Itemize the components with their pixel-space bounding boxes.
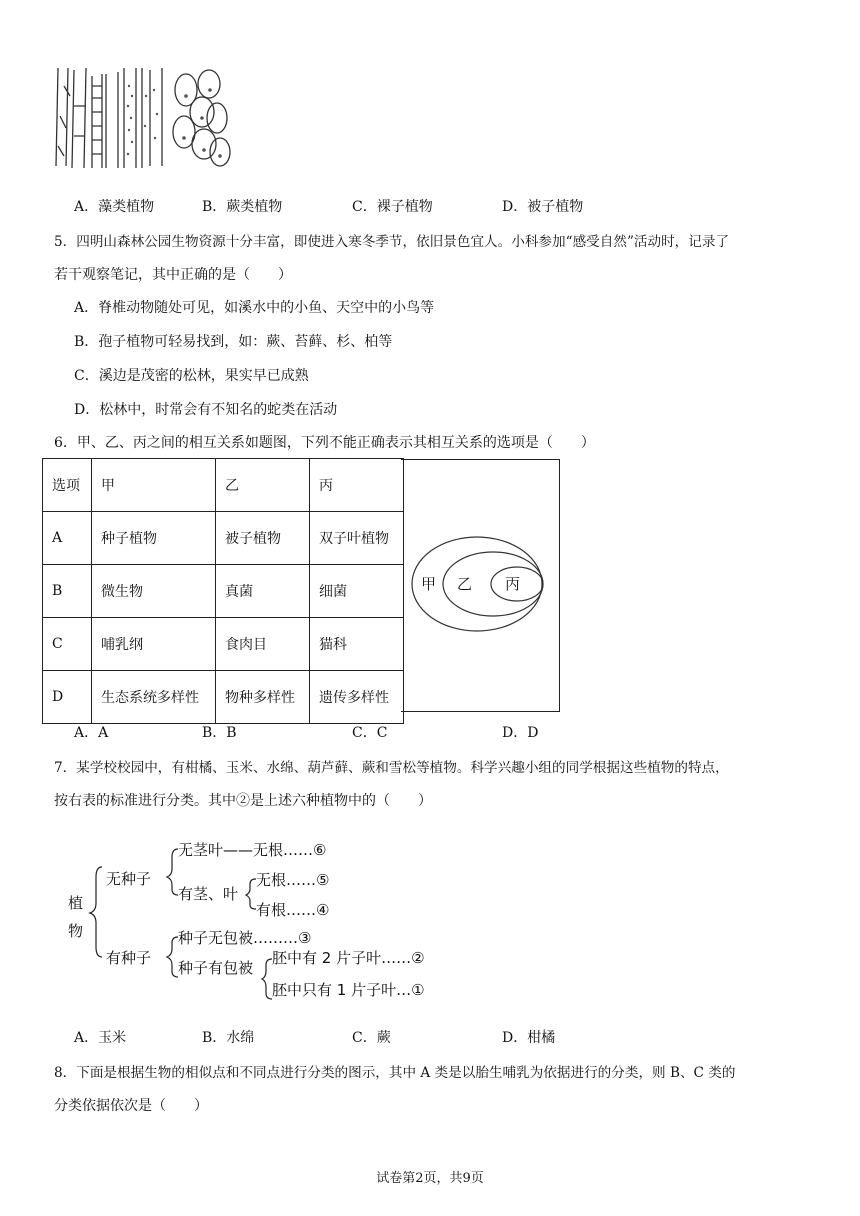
table-cell: C (43, 618, 92, 671)
table-cell: A (43, 512, 92, 565)
plant-cell-drawings (52, 66, 232, 172)
table-cell: B (43, 565, 92, 618)
q6-option-a: A．A (74, 725, 109, 741)
q5-option-d: D．松林中，时常会有不知名的蛇类在活动 (74, 402, 338, 418)
tree-seed-bare: 种子无包被………③ (178, 929, 312, 947)
table-cell: D (43, 671, 92, 724)
header-cell-option: 选项 (43, 459, 92, 512)
q6-option-d: D．D (502, 725, 539, 741)
q5-stem-line1: 5．四明山森林公园生物资源十分丰富，即使进入寒冬季节，依旧景色宜人。小科参加“感受自然”活动时，记录了 (54, 234, 730, 250)
table-cell: 生态系统多样性 (92, 671, 216, 724)
header-cell-jia: 甲 (92, 459, 216, 512)
q7-option-c: C．蕨 (352, 1030, 391, 1046)
q8-stem-line1: 8．下面是根据生物的相似点和不同点进行分类的图示，其中 A 类是以胎生哺乳为依据进行的分类，则 B、C 类的 (54, 1065, 736, 1081)
classification-tree (60, 835, 440, 1005)
q7-stem-line2: 按右表的标准进行分类。其中②是上述六种植物中的（ ） (54, 793, 432, 809)
table-cell: 种子植物 (92, 512, 216, 565)
tree-has-stem-leaf: 有茎、叶 (178, 885, 239, 903)
q5-option-c: C．溪边是茂密的松林，果实早已成熟 (74, 368, 309, 384)
venn-label-jia: 甲 (421, 575, 437, 593)
table-row (43, 512, 404, 565)
q7-option-a: A．玉米 (74, 1030, 127, 1046)
q5-stem-line2: 若干观察笔记，其中正确的是（ ） (54, 267, 292, 283)
table-row (43, 671, 404, 724)
q6-option-c: C．C (352, 725, 388, 741)
table-cell: 双子叶植物 (310, 512, 404, 565)
q4-option-b: B．蕨类植物 (202, 199, 283, 215)
tree-one-cotyledon: 胚中只有 1 片子叶…① (272, 981, 425, 999)
table-row (43, 618, 404, 671)
q5-option-b: B．孢子植物可轻易找到，如：蕨、苔藓、杉、柏等 (74, 334, 393, 350)
q4-option-d: D．被子植物 (502, 199, 584, 215)
venn-label-yi: 乙 (457, 575, 473, 593)
table-cell: 被子植物 (216, 512, 310, 565)
q4-option-a: A．藻类植物 (74, 199, 155, 215)
tree-root-label: 植物 (68, 894, 84, 940)
tree-has-seed: 有种子 (106, 949, 152, 967)
table-row (43, 565, 404, 618)
table-cell: 细菌 (310, 565, 404, 618)
table-cell: 猫科 (310, 618, 404, 671)
q8-stem-line2: 分类依据依次是（ ） (54, 1098, 208, 1114)
tree-two-cotyledons: 胚中有 2 片子叶……② (272, 949, 425, 967)
q7-stem-line1: 7．某学校校园中，有柑橘、玉米、水绵、葫芦藓、蕨和雪松等植物。科学兴趣小组的同学根据这些植物的特点， (54, 760, 729, 776)
table-header-row (43, 459, 404, 512)
q6-table (42, 458, 404, 724)
header-cell-bing: 丙 (310, 459, 404, 512)
tree-seed-covered: 种子有包被 (178, 959, 254, 977)
table-cell: 真菌 (216, 565, 310, 618)
q7-option-b: B．水绵 (202, 1030, 255, 1046)
tree-no-seed: 无种子 (106, 870, 152, 888)
table-cell: 微生物 (92, 565, 216, 618)
q5-option-a: A．脊椎动物随处可见，如溪水中的小鱼、天空中的小鸟等 (74, 300, 435, 316)
table-cell: 物种多样性 (216, 671, 310, 724)
table-cell: 哺乳纲 (92, 618, 216, 671)
tree-no-stem-leaf: 无茎叶——无根……⑥ (178, 841, 327, 859)
header-cell-yi: 乙 (216, 459, 310, 512)
table-cell: 食肉目 (216, 618, 310, 671)
tree-has-root: 有根……④ (256, 901, 330, 919)
table-cell: 遗传多样性 (310, 671, 404, 724)
q6-stem: 6．甲、乙、丙之间的相互关系如题图，下列不能正确表示其相互关系的选项是（ ） (54, 435, 595, 451)
venn-label-bing: 丙 (505, 575, 521, 593)
q7-option-d: D．柑橘 (502, 1030, 556, 1046)
q6-option-b: B．B (202, 725, 237, 741)
q4-option-c: C．裸子植物 (352, 199, 433, 215)
page-footer: 试卷第2页，共9页 (376, 1171, 484, 1186)
tree-no-root: 无根……⑤ (256, 871, 330, 889)
venn-diagram (401, 459, 560, 712)
